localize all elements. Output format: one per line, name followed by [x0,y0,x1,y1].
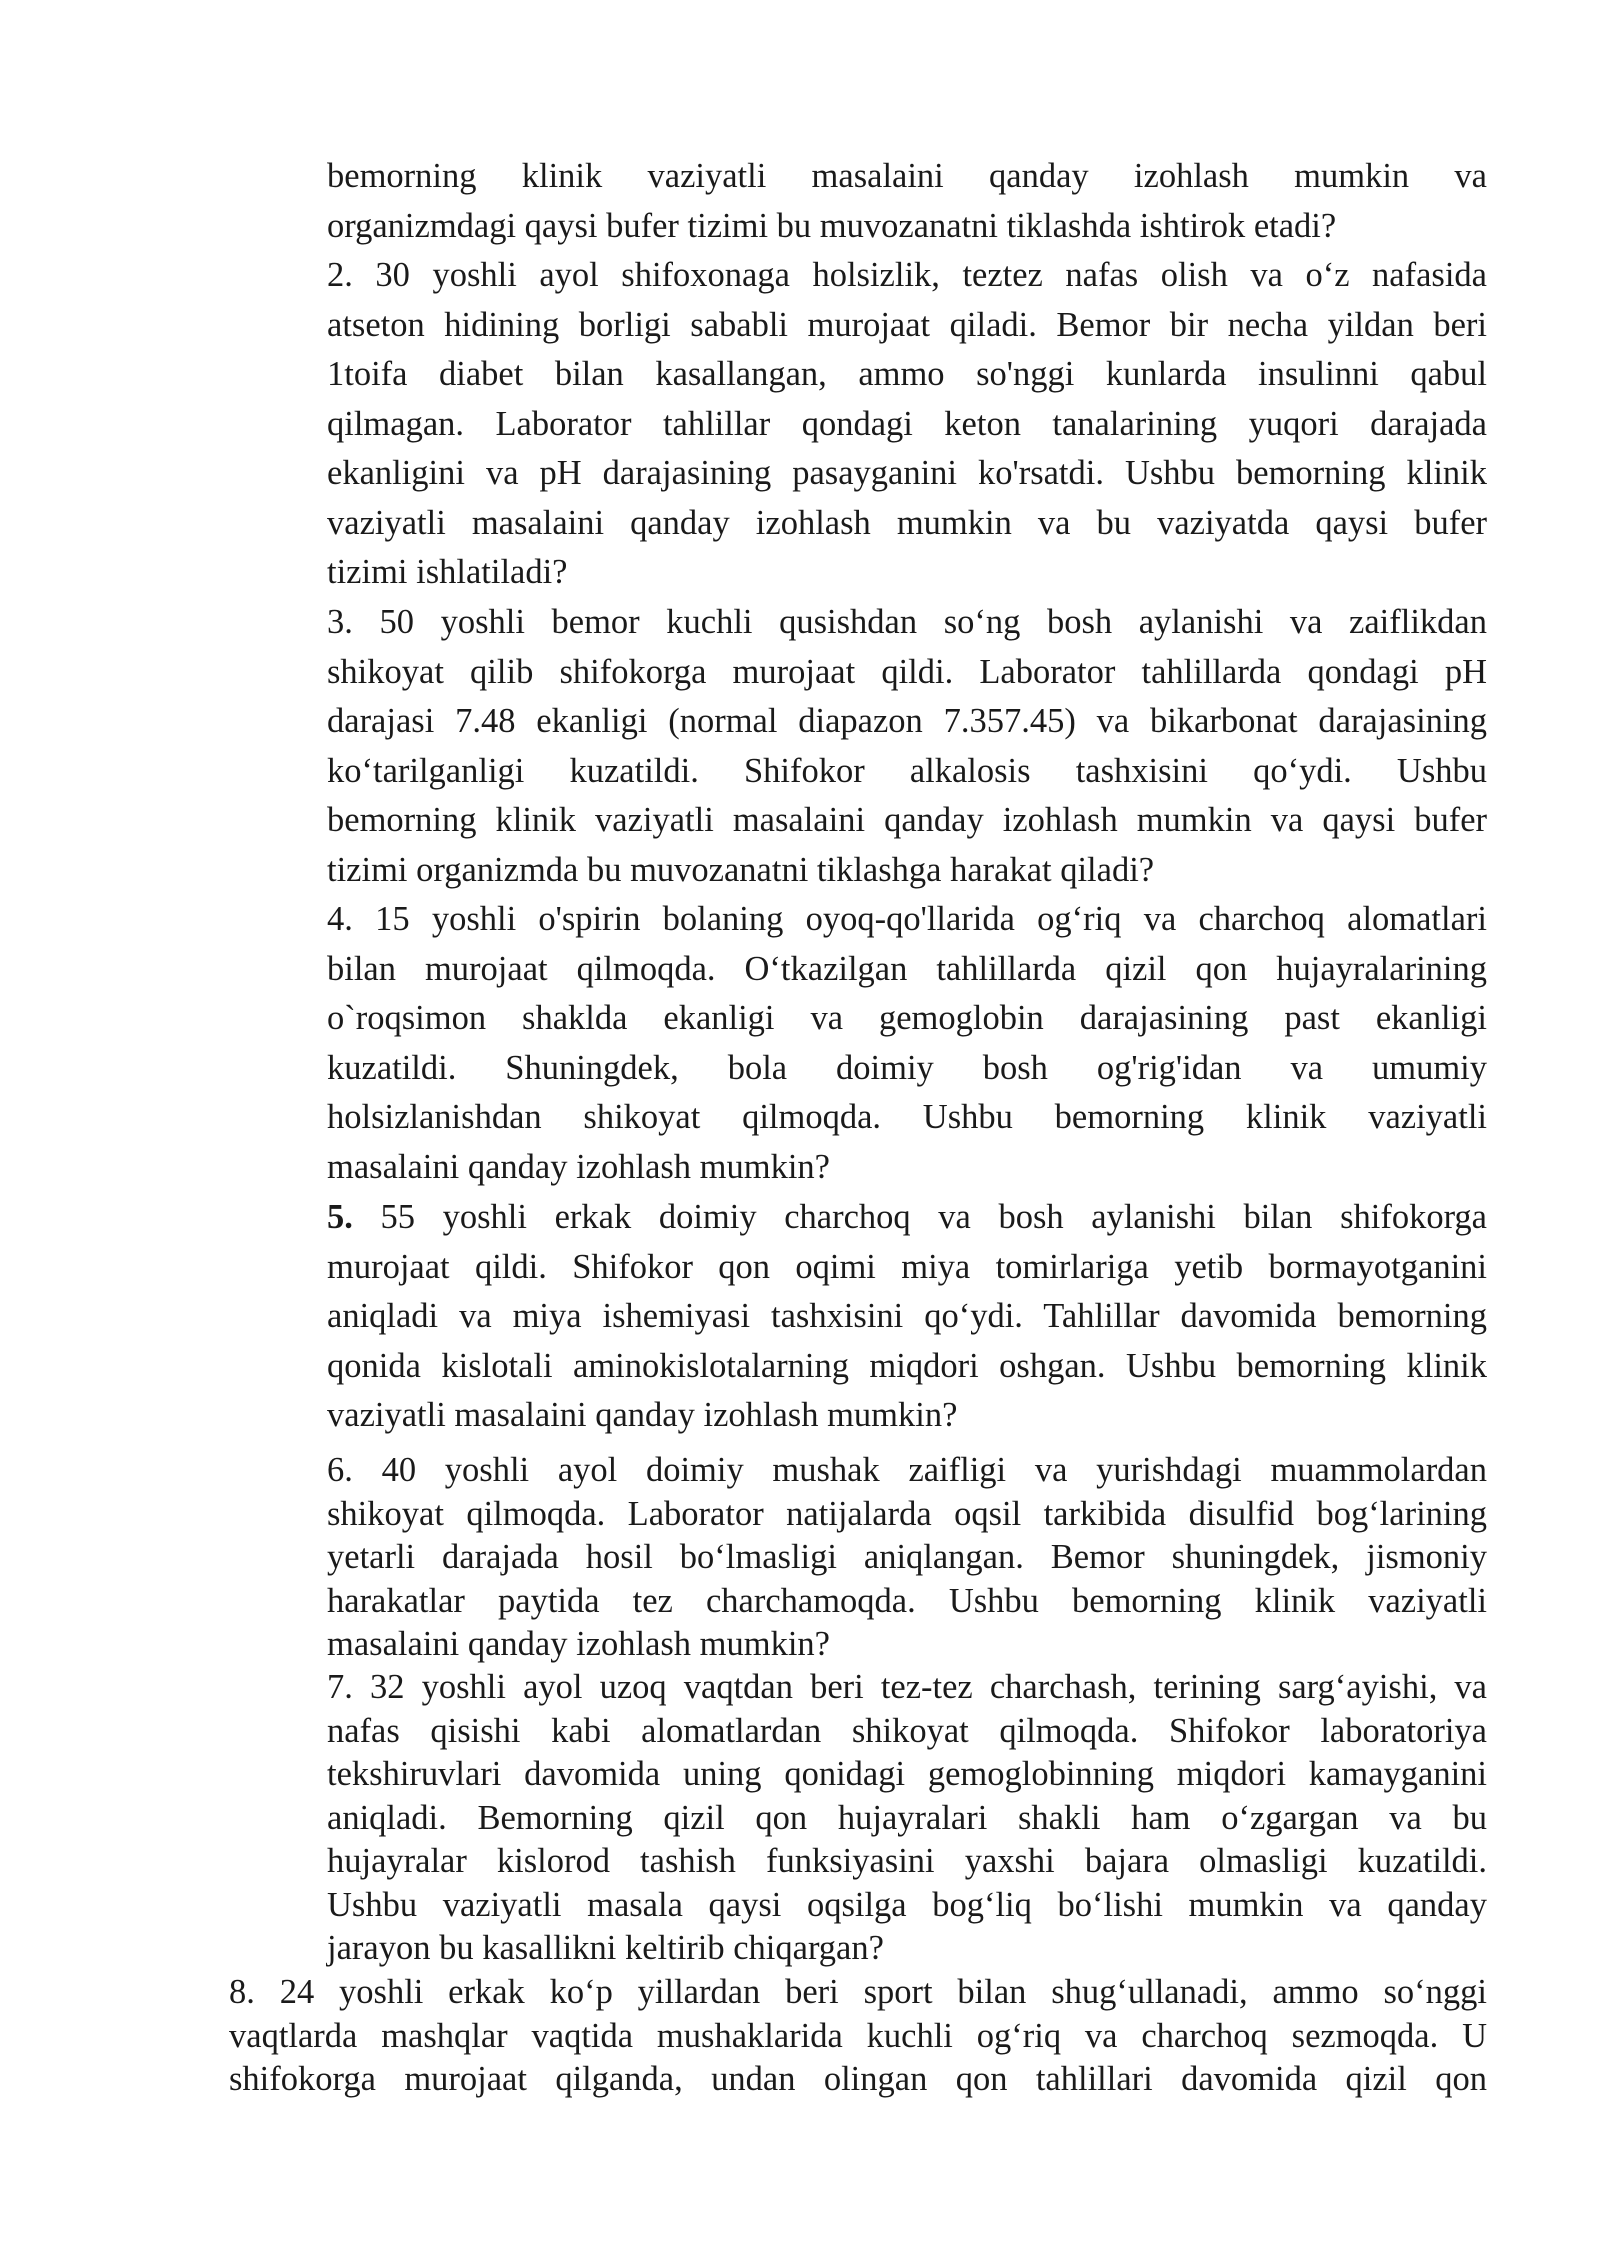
text-line: masalaini qanday izohlash mumkin? [327,1147,830,1186]
text-line: shikoyat qilmoqda. Laborator natijalarda oqsil tarkibida disulfid bog‘larining [327,1494,1487,1533]
text-line: masalaini qanday izohlash mumkin? [327,1625,830,1663]
text-line: qilmagan. Laborator tahlillar qondagi keton tanalarining yuqori darajada [327,404,1487,443]
text-line: kuzatildi. Shuningdek, bola doimiy bosh og'rig'idan va umumiy [327,1048,1487,1087]
text-line: atseton hidining borligi sababli murojaat qiladi. Bemor bir necha yildan beri [327,305,1487,344]
text-line: bilan murojaat qilmoqda. O‘tkazilgan tahlillarda qizil qon hujayralarining [327,949,1487,988]
text-line: yetarli darajada hosil bo‘lmasligi aniqlangan. Bemor shuningdek, jismoniy [327,1538,1487,1576]
text-line: 7. 32 yoshli ayol uzoq vaqtdan beri tez-tez charchash, terining sarg‘ayishi, va [327,1668,1487,1706]
text-line: jarayon bu kasallikni keltirib chiqargan? [327,1929,884,1967]
paragraph-1-continuation [327,152,1487,251]
text-line: tizimi organizmda bu muvozanatni tiklashga harakat qiladi? [327,850,1155,889]
text-line: tizimi ishlatiladi? [327,553,568,591]
text-line: aniqladi. Bemorning qizil qon hujayralari shakli ham o‘zgargan va bu [327,1798,1487,1837]
question-3 [327,598,1487,895]
text-line: bemorning klinik vaziyatli masalaini qanday izohlash mumkin va [327,157,1487,195]
text-line: vaqtlarda mashqlar vaqtida mushaklarida kuchli og‘riq va charchoq sezmoqda. U [229,2016,1487,2055]
text-line: shifokorga murojaat qilganda, undan olingan qon tahlillari davomida qizil qon [229,2060,1487,2098]
question-5 [327,1193,1487,1441]
text-span: 55 yoshli erkak doimiy charchoq va bosh aylanishi bilan shifokorga [352,1198,1487,1236]
text-line: shikoyat qilib shifokorga murojaat qildi. Laborator tahlillarda qondagi pH [327,652,1487,691]
text-line: 1toifa diabet bilan kasallangan, ammo so'nggi kunlarda insulinni qabul [327,355,1487,393]
question-4 [327,895,1487,1192]
text-line: darajasi 7.48 ekanligi (normal diapazon 7.357.45) va bikarbonat darajasining [327,702,1487,740]
text-line: ekanligini va pH darajasining pasayganini ko'rsatdi. Ushbu bemorning klinik [327,454,1487,492]
text-line: qonida kislotali aminokislotalarning miqdori oshgan. Ushbu bemorning klinik [327,1346,1487,1385]
text-line: 2. 30 yoshli ayol shifoxonaga holsizlik, teztez nafas olish va o‘z nafasida [327,256,1487,294]
text-line: harakatlar paytida tez charchamoqda. Ushbu bemorning klinik vaziyatli [327,1581,1487,1620]
text-line: vaziyatli masalaini qanday izohlash mumkin? [327,1396,958,1434]
text-line: vaziyatli masalaini qanday izohlash mumkin va bu vaziyatda qaysi bufer [327,503,1487,542]
question-6 [327,1449,1487,1667]
text-line: murojaat qildi. Shifokor qon oqimi miya tomirlariga yetib bormayotganini [327,1247,1487,1286]
text-line: 4. 15 yoshli o'spirin bolaning oyoq-qo'llarida og‘riq va charchoq alomatlari [327,900,1487,938]
text-line: Ushbu vaziyatli masala qaysi oqsilga bog‘liq bo‘lishi mumkin va qanday [327,1885,1487,1924]
text-line: 6. 40 yoshli ayol doimiy mushak zaifligi va yurishdagi muammolardan [327,1451,1487,1489]
text-line: aniqladi va miya ishemiyasi tashxisini qo‘ydi. Tahlillar davomida bemorning [327,1297,1487,1335]
text-line: o`roqsimon shaklda ekanligi va gemoglobin darajasining past ekanligi [327,999,1487,1037]
question-2 [327,251,1487,598]
question-7 [327,1666,1487,1971]
text-line: nafas qisishi kabi alomatlardan shikoyat qilmoqda. Shifokor laboratoriya [327,1711,1487,1750]
question-number: 5. [327,1198,353,1236]
text-line: ko‘tarilganligi kuzatildi. Shifokor alkalosis tashxisini qo‘ydi. Ushbu [327,751,1487,790]
text-line: 8. 24 yoshli erkak ko‘p yillardan beri sport bilan shug‘ullanadi, ammo so‘nggi [229,1973,1487,2011]
text-line [327,1193,1487,1243]
question-8 [229,1971,1487,2102]
text-line: holsizlanishdan shikoyat qilmoqda. Ushbu bemorning klinik vaziyatli [327,1098,1487,1136]
text-line: bemorning klinik vaziyatli masalaini qanday izohlash mumkin va qaysi bufer [327,801,1487,839]
text-line: tekshiruvlari davomida uning qonidagi gemoglobinning miqdori kamayganini [327,1755,1487,1793]
text-line: hujayralar kislorod tashish funksiyasini yaxshi bajara olmasligi kuzatildi. [327,1842,1487,1880]
text-line: organizmdagi qaysi bufer tizimi bu muvozanatni tiklashda ishtirok etadi? [327,206,1337,245]
text-line: 3. 50 yoshli bemor kuchli qusishdan so‘ng bosh aylanishi va zaiflikdan [327,603,1487,641]
